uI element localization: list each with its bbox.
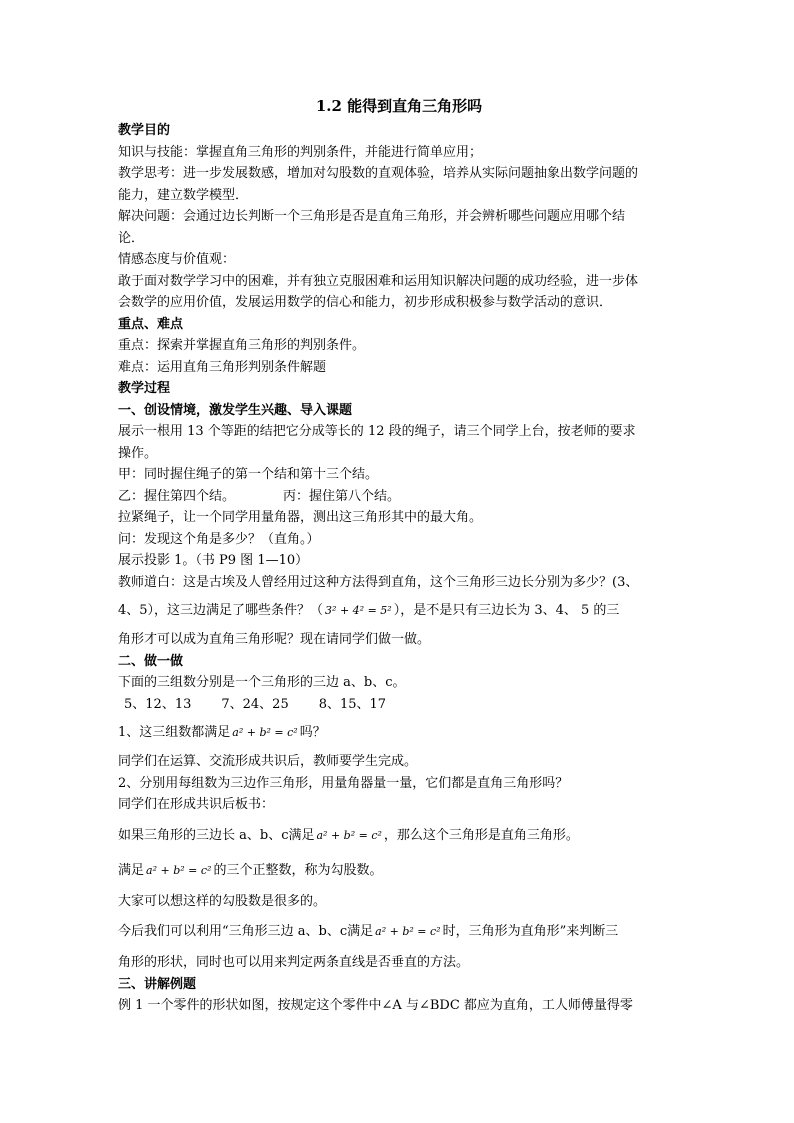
text-span: 今后我们可以利用“三角形三边 a、b、c满足 (118, 924, 374, 939)
text-span: 乙：握住第四个结。 (118, 488, 236, 504)
equation-abc: a² + b² = c² (232, 726, 298, 739)
text-span: 时，三角形为直角形”来判断三 (442, 924, 619, 939)
text-line: 难点：运用直角三角形判别条件解题 (118, 359, 327, 375)
text-line: 会数学的应用价值，发展运用数学的信心和能力，初步形成积极参与数学活动的意识． (118, 295, 613, 310)
text-line: 2、分别用每组数为三边作三角形，用量角器量一量，它们都是直角三角形吗？ (118, 775, 569, 791)
equation-345: 3² + 4² = 5² (325, 604, 392, 617)
page-title: 1.2 能得到直角三角形吗 (315, 97, 483, 115)
text-line: 展示投影 1。（书 P9 图 1—10） (118, 553, 309, 568)
text-line (118, 598, 680, 624)
text-span: 吗？ (299, 725, 326, 740)
text-line: 例 1 一个零件的形状如图，按规定这个零件中∠A 与∠BDC 都应为直角，工人师傅量得零 (118, 998, 633, 1013)
section-heading: 重点、难点 (118, 316, 184, 332)
text-line: 操作。 (118, 445, 158, 461)
text-line: 角形的形状，同时也可以用来判定两条直线是否垂直的方法。 (118, 955, 470, 970)
equation-abc: a² + b² = c² (146, 863, 212, 877)
text-line: 问：发现这个角是多少？（直角。） (118, 531, 320, 547)
number-group: 7、24、25 (221, 696, 289, 712)
text-line: 同学们在形成共识后板书： (118, 797, 275, 812)
text-span: 满足 (118, 862, 145, 878)
text-line: 敢于面对数学学习中的困难，并有独立克服困难和运用知识解决问题的成功经验，进一步体 (118, 273, 639, 289)
text-line: 角形才可以成为直角三角形呢？现在请同学们做一做。 (118, 632, 431, 647)
text-span: 1、这三组数都满足 (118, 725, 231, 740)
text-line: 情感态度与价值观： (118, 252, 236, 267)
text-span: 丙：握住第八个结。 (283, 488, 401, 504)
text-line: 甲：同时握住绳子的第一个结和第十三个结。 (118, 467, 379, 482)
text-line: 展示一根用 13 个等距的结把它分成等长的 12 段的绳子，请三个同学上台，按老师的要求 (118, 424, 636, 439)
number-group: 8、15、17 (318, 696, 387, 712)
text-line (118, 720, 680, 746)
number-group: 5、12、13 (124, 696, 192, 712)
text-span: 4、5），这三边满足了哪些条件？（ (118, 603, 324, 618)
text-span: ），是不是只有三边长为 3、4、 5 的三 (393, 603, 620, 618)
text-line: 解决问题：会通过边长判断一个三角形是否是直角三角形，并会辨析哪些问题应用哪个结 (118, 209, 626, 224)
text-line (118, 856, 680, 886)
text-span: 的三个正整数，称为勾股数。 (213, 862, 383, 878)
document-page (118, 96, 680, 1017)
section-heading: 三、讲解例题 (118, 976, 197, 992)
text-line (118, 821, 680, 851)
text-line: 论． (118, 230, 145, 246)
text-line: 知识与技能：掌握直角三角形的判别条件，并能进行简单应用； (118, 144, 483, 160)
number-groups (118, 694, 680, 716)
section-heading: 二、做一做 (118, 653, 184, 669)
text-span: ，那么这个三角形是直角三角形。 (383, 827, 579, 843)
text-line: 重点：探索并掌握直角三角形的判别条件。 (118, 338, 366, 353)
text-line: 同学们在运算、交流形成共识后，教师要学生完成。 (118, 754, 418, 769)
equation-abc: a² + b² = c² (316, 828, 382, 842)
equation-abc: a² + b² = c² (375, 925, 441, 938)
section-heading: 一、创设情境，激发学生兴趣、导入课题 (118, 402, 353, 418)
text-line (118, 486, 680, 508)
text-line (118, 917, 680, 947)
text-line: 拉紧绳子，让一个同学用量角器，测出这三角形其中的最大角。 (118, 510, 483, 525)
section-heading: 教学目的 (118, 123, 171, 138)
text-line: 大家可以想这样的勾股数是很多的。 (118, 893, 327, 909)
text-line: 教学思考：进一步发展数感，增加对勾股数的直观体验，培养从实际问题抽象出数学问题的 (118, 166, 639, 181)
text-line: 能力，建立数学模型． (118, 187, 249, 203)
text-span: 如果三角形的三边长 a、b、c满足 (118, 827, 315, 843)
section-heading: 教学过程 (118, 381, 171, 396)
text-line: 下面的三组数分别是一个三角形的三边 a、b、c。 (118, 675, 406, 690)
text-line: 教师道白：这是古埃及人曾经用过这种方法得到直角，这个三角形三边长分别为多少？(3、 (118, 574, 639, 590)
